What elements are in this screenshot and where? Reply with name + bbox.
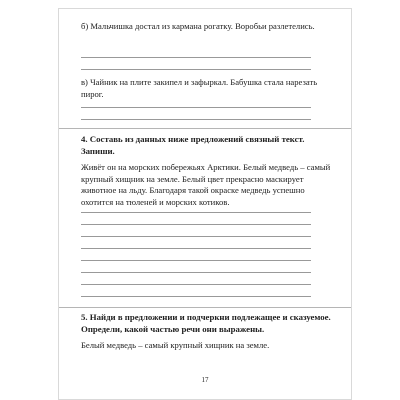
answer-line [81,107,311,108]
answer-line [81,272,311,273]
answer-line [81,212,311,213]
answer-line [81,236,311,237]
exercise-4-title: 4. Составь из данных ниже предложений связный текст. Запиши. [81,134,305,156]
answer-line [81,284,311,285]
answer-line [81,296,311,297]
answer-line [81,260,311,261]
section-divider [59,128,351,129]
answer-line [81,57,311,58]
answer-line [81,69,311,70]
workbook-page [58,8,352,400]
exercise-4-text: Живёт он на морских побережьях Арктики. Белый медведь – самый крупный хищник на земле. Белый цвет прекрасно маскирует животное на льду. Благодаря такой окраске медведь успешно охотится на тюленей и морских котиков. [81,162,331,207]
exercise-5-text: Белый медведь – самый крупный хищник на земле. [81,340,270,350]
answer-line [81,248,311,249]
answer-line [81,224,311,225]
exercise-b-text: б) Мальчишка достал из кармана рогатку. Воробьи разлетелись. [81,21,315,31]
answer-line [81,119,311,120]
exercise-5-title: 5. Найди в предложении и подчеркни подлежащее и сказуемое. Определи, какой частью речи они выражены. [81,312,331,334]
exercise-v-text: в) Чайник на плите закипел и зафыркал. Бабушка стала нарезать пирог. [81,77,318,99]
page-number: 17 [201,376,209,384]
section-divider [59,307,351,308]
